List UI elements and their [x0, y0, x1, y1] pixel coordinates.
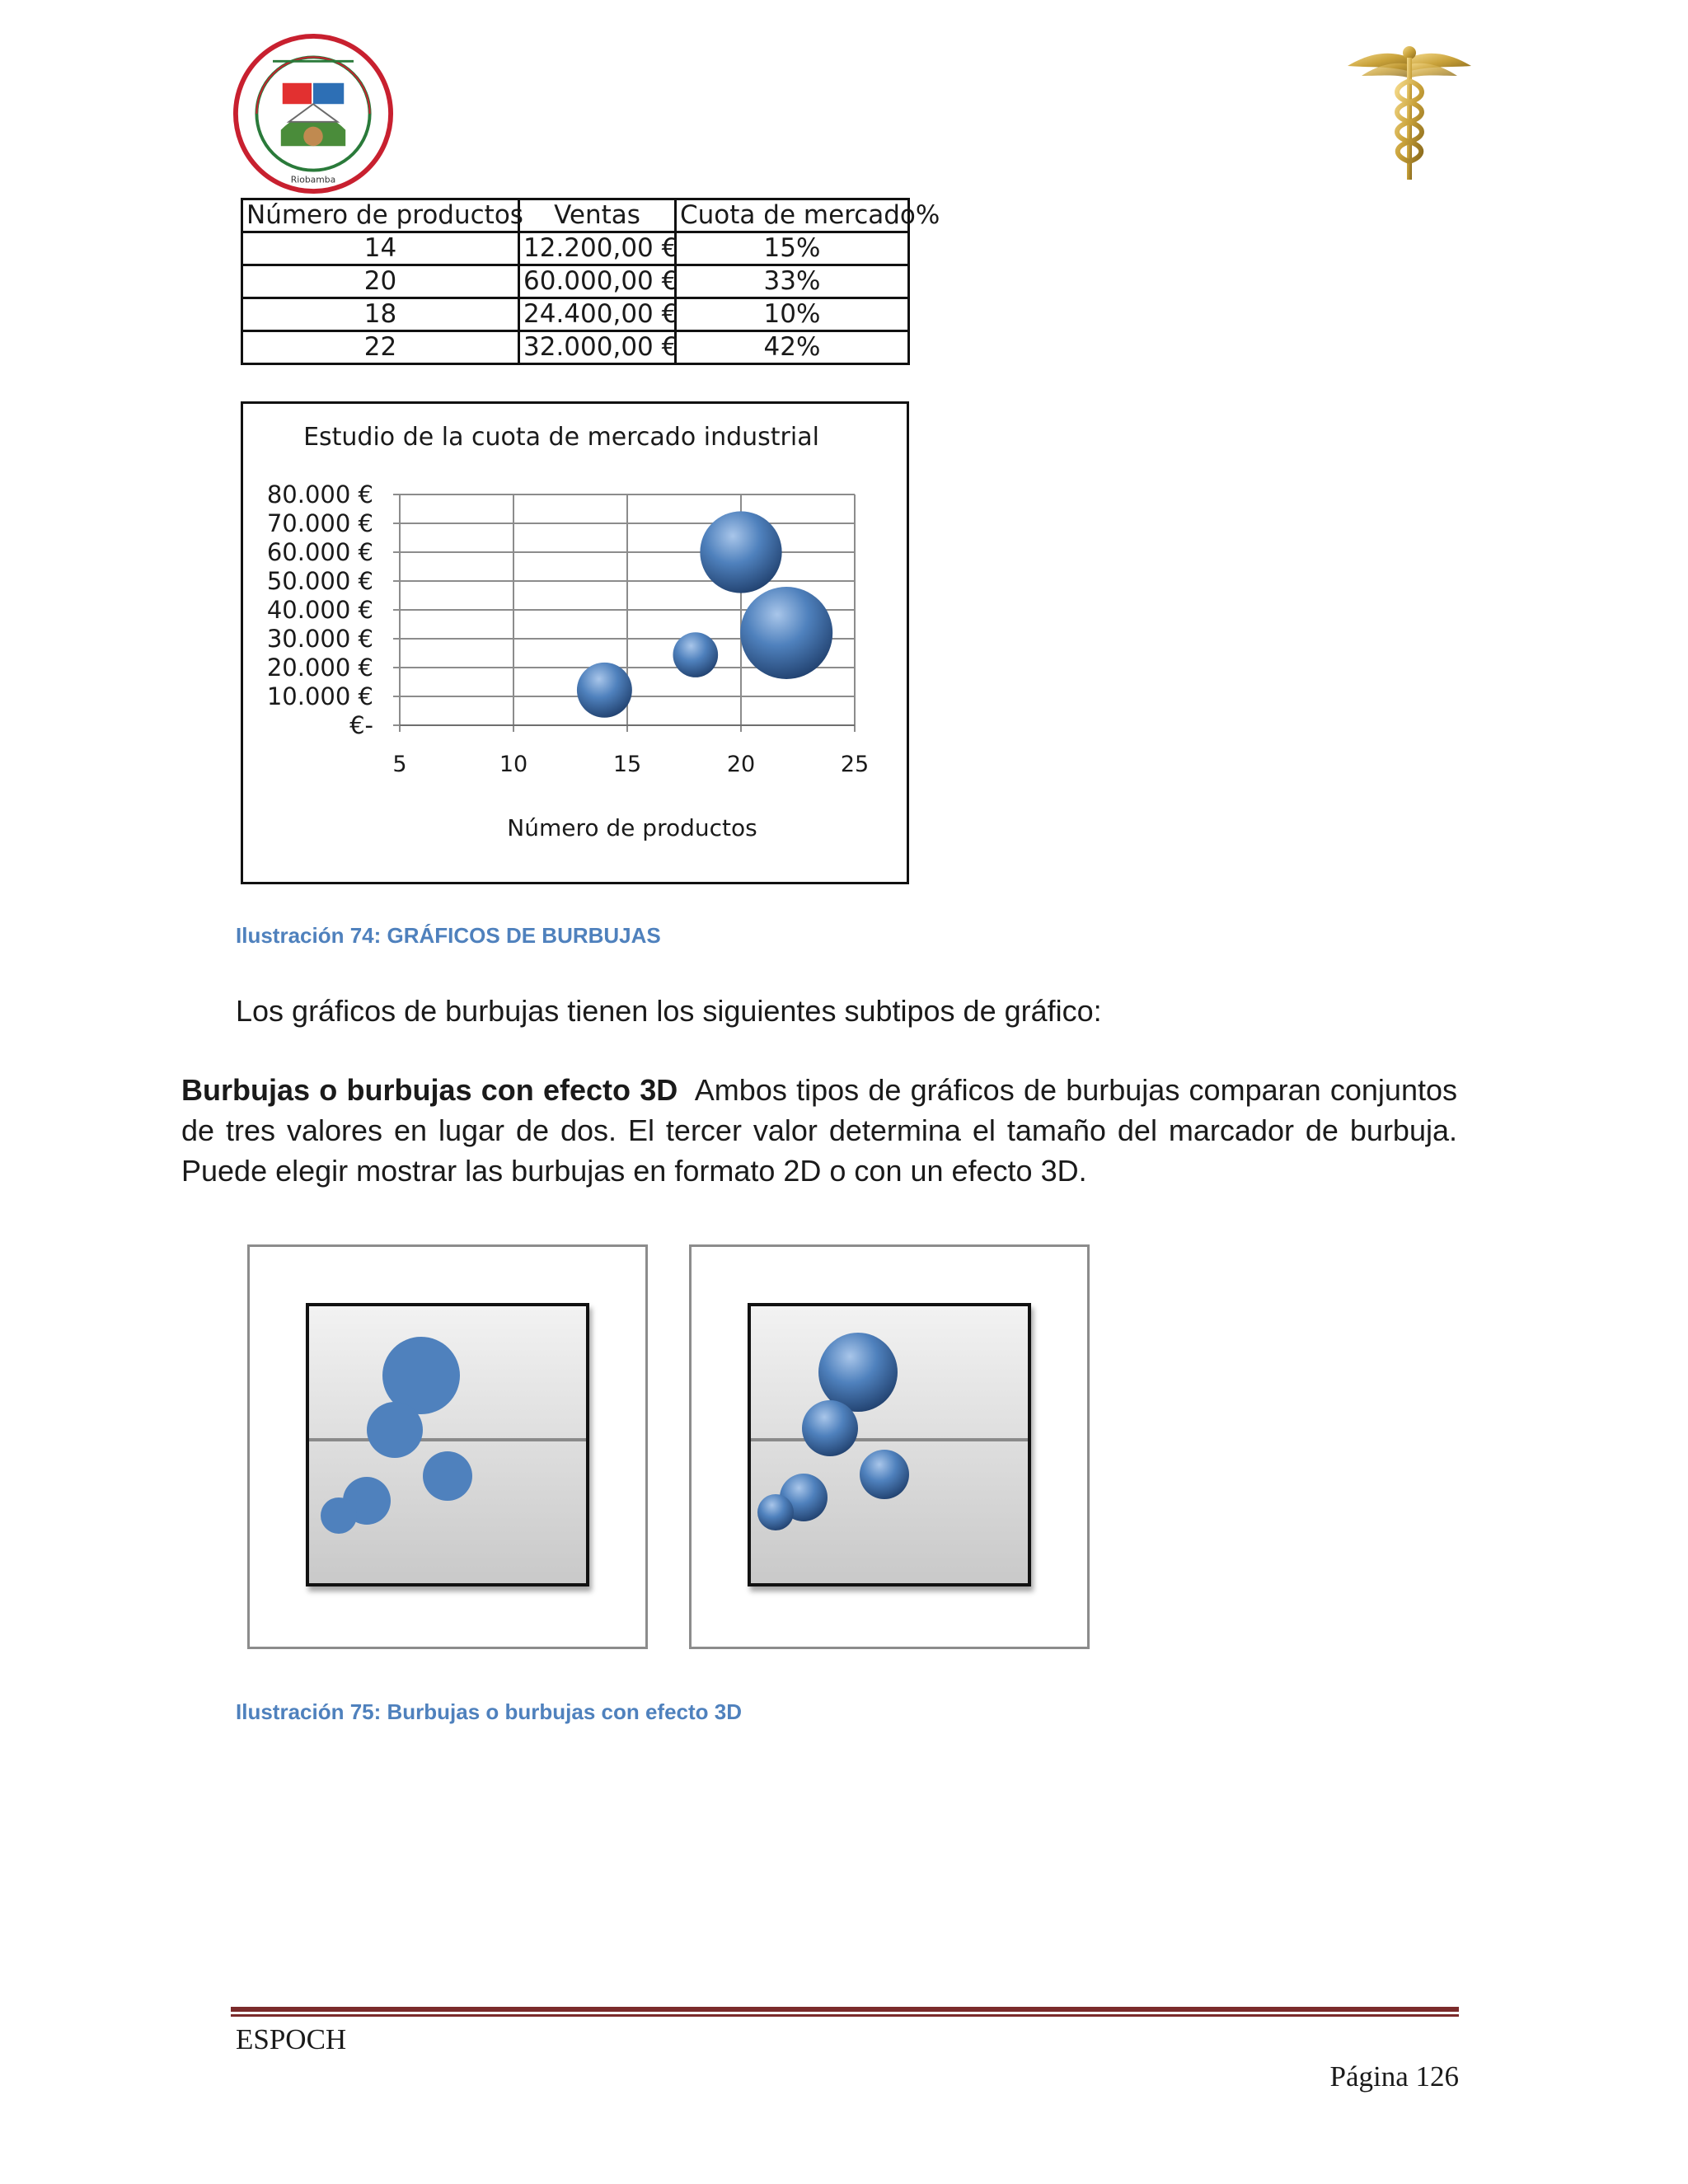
table-cell: 18 — [242, 298, 519, 331]
y-tick-label: €- — [349, 711, 373, 739]
footer-rule — [231, 2007, 1459, 2012]
table-cell: 33% — [676, 265, 909, 298]
table-cell: 42% — [676, 331, 909, 364]
y-tick-label: 50.000 € — [266, 567, 373, 595]
bubble-2d-thumbnail[interactable] — [247, 1244, 648, 1649]
subtype-paragraph — [181, 1070, 1457, 1191]
column-header: Cuota de mercado% — [676, 199, 909, 232]
subtype-body: Ambos tipos de gráficos de burbujas comparan conjuntos de tres valores en lugar de dos. El tercer valor determina el tamaño del marcador de burbuja. Puede elegir mostrar las burbujas en formato 2D o con un efecto 3D. — [181, 1073, 1457, 1188]
bubble-2d-preview — [306, 1303, 589, 1586]
caduceus-icon — [1343, 41, 1475, 181]
bubble-point — [740, 587, 832, 679]
table-header-row — [242, 199, 909, 232]
chart-title: Estudio de la cuota de mercado industrial — [303, 423, 819, 452]
y-tick-label: 40.000 € — [266, 596, 373, 624]
column-header: Ventas — [519, 199, 676, 232]
bubble-chart — [243, 404, 907, 882]
y-tick-label: 60.000 € — [266, 538, 373, 566]
bubble-point — [673, 632, 718, 677]
table-cell: 14 — [242, 232, 519, 265]
bubble-3d-thumbnail[interactable] — [689, 1244, 1090, 1649]
table-cell: 60.000,00 € — [519, 265, 676, 298]
y-tick-label: 70.000 € — [266, 509, 373, 537]
x-tick-label: 25 — [840, 752, 870, 777]
table-cell: 24.400,00 € — [519, 298, 676, 331]
bubble-chart-frame — [241, 401, 909, 884]
table-row — [242, 232, 909, 265]
table-row — [242, 331, 909, 364]
table-row — [242, 298, 909, 331]
table-cell: 20 — [242, 265, 519, 298]
table-cell: 10% — [676, 298, 909, 331]
y-tick-label: 30.000 € — [266, 625, 373, 653]
x-tick-label: 5 — [392, 752, 407, 777]
bubble-3d-preview — [748, 1303, 1031, 1586]
footer-org: ESPOCH — [236, 2023, 347, 2055]
bubble-3d-icon — [751, 1306, 1028, 1583]
y-tick-label: 20.000 € — [266, 654, 373, 682]
footer-rule — [231, 2014, 1459, 2017]
table-cell: 32.000,00 € — [519, 331, 676, 364]
x-axis-label: Número de productos — [507, 814, 757, 841]
bubble-2d-icon — [309, 1306, 586, 1583]
figure-caption-75: Ilustración 75: Burbujas o burbujas con efecto 3D — [236, 1699, 743, 1724]
page-number: Página 126 — [1329, 2060, 1459, 2093]
figure-caption-74: Ilustración 74: GRÁFICOS DE BURBUJAS — [236, 923, 661, 948]
intro-paragraph: Los gráficos de burbujas tienen los siguientes subtipos de gráfico: — [236, 994, 1102, 1028]
table-cell: 12.200,00 € — [519, 232, 676, 265]
y-tick-label: 10.000 € — [266, 682, 373, 710]
table-cell: 15% — [676, 232, 909, 265]
subtype-title: Burbujas o burbujas con efecto 3D — [181, 1073, 678, 1107]
svg-text:Riobamba: Riobamba — [290, 174, 336, 185]
x-tick-label: 10 — [499, 752, 528, 777]
column-header: Número de productos — [242, 199, 519, 232]
table-cell: 22 — [242, 331, 519, 364]
bubble-point — [577, 663, 632, 718]
y-tick-label: 80.000 € — [266, 480, 373, 509]
x-tick-label: 20 — [726, 752, 756, 777]
table-row — [242, 265, 909, 298]
espoch-seal-icon — [232, 33, 394, 194]
data-table — [241, 198, 940, 365]
bubble-point — [700, 511, 781, 593]
x-tick-label: 15 — [612, 752, 642, 777]
